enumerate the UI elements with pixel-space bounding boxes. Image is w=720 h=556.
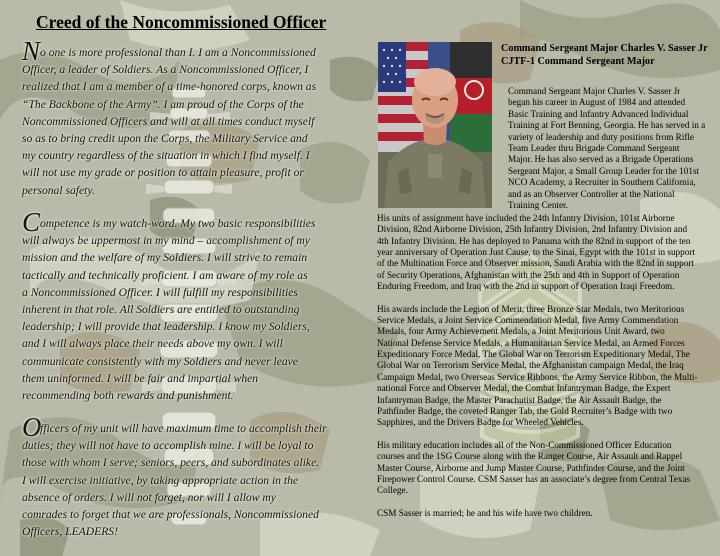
bio-awards-line: national Force and Observer Medal, the Combat Infantryman Badge, the Expert [377,383,671,394]
creed-line: inherent in that role. All Soldiers are entitled to outstanding [22,303,300,317]
bio-assignments-line: His units of assignment have included the 24th Infantry Division, 101st Airborne [377,213,675,223]
bio-awards-line: Service Medals, a Joint Service Commendation Medal, five Army Commendation [377,315,679,326]
bio-awards-line: Campaign Medal, two Overseas Service Ribbons, the Army Service Ribbon, the Multi- [377,371,698,382]
bio-assignments-line: year anniversary of Operation Just Cause, to the Sinai, Egypt with the 101st in support [377,247,695,258]
bio-line: Major. He has also served as a Brigade Operations [508,154,694,165]
creed-line [22,412,327,442]
creed-line: Officer, a leader of Soldiers. As a Noncommissioned Officer, I [22,63,309,77]
creed-line: them uninformed. I will be fair and impartial when [22,371,259,385]
creed-line: realized that I am a member of a time-honored corps, known as [22,80,317,94]
bio-line: Sergeant Major, a Small Group Leader for the 101st [508,165,700,176]
bio-education-line: His military education includes all of the Non-Commissioned Officer Education [377,439,672,450]
bio-awards-line: Medals, four Army Achievement Medals, a Joint Meritorious Unit Award, two [377,326,665,337]
creed-title: Creed of the Noncommissioned Officer [36,12,327,32]
bio-awards-line: Pathfinder Badge, the coveted Ranger Tab, the Gold Recruiter’s Badge with two [377,405,673,416]
bio-awards-line: National Defense Service Medals, a Humanitarian Service Medal, an Armed Forces [377,337,685,348]
creed-line [22,36,316,66]
profile-position: CJTF-1 Command Sergeant Major [501,55,655,67]
creed-paragraph-2 [22,207,316,404]
bio-awards-line: His awards include the Legion of Merit, three Bronze Star Medals, two Meritorious [377,303,685,314]
creed-line: Officers, LEADERS! [22,525,118,539]
creed-line: Noncommissioned Officers and will at all times conduct myself [22,114,315,128]
portrait-photo [378,42,492,208]
creed-line: “The Backbone of the Army”. I am proud of the Corps of the [22,97,304,111]
creed-line: personal safety. [22,183,95,197]
bio-education-line: Firepower Control Course. CSM Sasser has an associate’s degree from Central Texas [377,473,691,484]
bio-awards-line: Infantryman Badge, the Master Parachutist Badge, the Air Assault Badge, the [377,394,662,405]
bio-education-line: courses and the 1SG Course along with the Ranger Course, Air Assault and Rappel [377,451,683,462]
creed-line: leadership; I will provide that leadership. I know my Soldiers, [22,320,310,334]
dropcap-letter: C [22,207,41,237]
creed-line-text: o one is more professional than I. I am a Noncommissioned [40,46,316,59]
bio-assignments-line: of the Multination Force and Observer mission, Saudi Arabia with the 82nd in support [377,258,694,269]
bio-line: NCO Academy, a Recruiter in Southern California, [508,177,696,188]
creed-line: duties; they will not have to accomplish mine. I will be loyal to [22,439,314,453]
bio-education-line: College. [377,485,408,496]
portrait-photo-icon [378,42,492,208]
bio-intro [508,86,714,211]
creed-line-text: fficers of my unit will have maximum time to accomplish their [40,422,327,435]
creed-line: I will exercise initiative, by taking appropriate action in the [22,473,299,487]
bio-line: began his career in August of 1984 and attended [508,97,686,108]
bio-assignments-line: Enduring Freedom, and Iraq with the 2nd in support of Operation Iraqi Freedom. [377,281,675,292]
creed-line: recommending both rewards and punishment. [22,389,234,403]
creed-line-text: ompetence is my watch-word. My two basic responsibilities [40,217,316,230]
dropcap-letter: N [22,36,41,66]
creed-line: and I will always place their needs above my own. I will [22,337,283,351]
creed-line: absence of orders. I will not forget, nor will I allow my [22,490,276,504]
creed-line: mission and the welfare of my Soldiers. I will strive to remain [22,251,308,265]
creed-line: those with whom I serve; seniors, peers, and subordinates alike. [22,456,320,470]
creed-line: my country regardless of the situation in which I find myself. I [22,149,310,163]
creed-line [22,207,316,237]
bio-assignments-line: of Security Operations, Afghanistan with the 25th and 4th in Support of Operation [377,269,680,280]
bio-line: Basic Training and Infantry Advanced Individual [508,108,689,119]
creed-line: will not use my grade or position to attain pleasure, profit or [22,166,304,180]
bio-assignments-line: Division, 82nd Airborne Division, 25th Infantry Division, 2nd Infantry Division and [377,224,688,235]
bio-awards-line: Sapphires, and the Drivers Badge for Wheeled Vehicles. [377,417,584,428]
bio-line: variety of leadership and duty positions from Rifle [508,131,695,142]
creed-paragraph-3 [22,412,327,540]
bio-line: Training at Fort Benning, Georgia. He has served in a [508,120,706,131]
paragraph-gap [377,497,713,508]
creed-paragraph-1 [22,36,317,199]
bio-main [377,213,713,519]
bio-awards-line: Expeditionary Force Medal, The Global War on Terrorism Expeditionary Medal, The [377,349,690,360]
profile-name: Command Sergeant Major Charles V. Sasser Jr [501,43,708,54]
bio-family-line: CSM Sasser is married; he and his wife have two children. [377,507,593,518]
profile-name-block [501,43,708,68]
paragraph-gap [377,292,713,303]
creed-line: a Noncommissioned Officer. I will fulfill my responsibilities [22,285,298,299]
bio-line: Training Center. [508,200,568,211]
bio-line: Command Sergeant Major Charles V. Sasser Jr [508,86,681,96]
creed-line: will always be uppermost in my mind – accomplishment of my [22,234,310,248]
creed-line: so as to bring credit upon the Corps, the Military Service and [22,132,308,146]
paragraph-gap [377,429,713,440]
creed-line: comrades to forget that we are professionals, Noncommissioned [22,508,319,522]
creed-line: tactically and technically proficient. I am aware of my role as [22,268,308,282]
dropcap-letter: O [22,412,42,442]
bio-assignments-line: 4th Infantry Division. He has deployed to Panama with the 82nd in support of the ten [377,235,691,246]
bio-awards-line: Global War on Terrorism Service Medal, the Afghanistan campaign Medal, the Iraq [377,360,684,371]
bio-line: and as an Observer Controller at the National [508,188,675,199]
creed-line: communicate consistently with my Soldiers and never leave [22,354,298,368]
bio-line: Team Leader thru Brigade Command Sergeant [508,143,680,154]
bio-education-line: Master Course, Airborne and Jump Master Course, Pathfinder Course, and the Joint [377,462,685,473]
